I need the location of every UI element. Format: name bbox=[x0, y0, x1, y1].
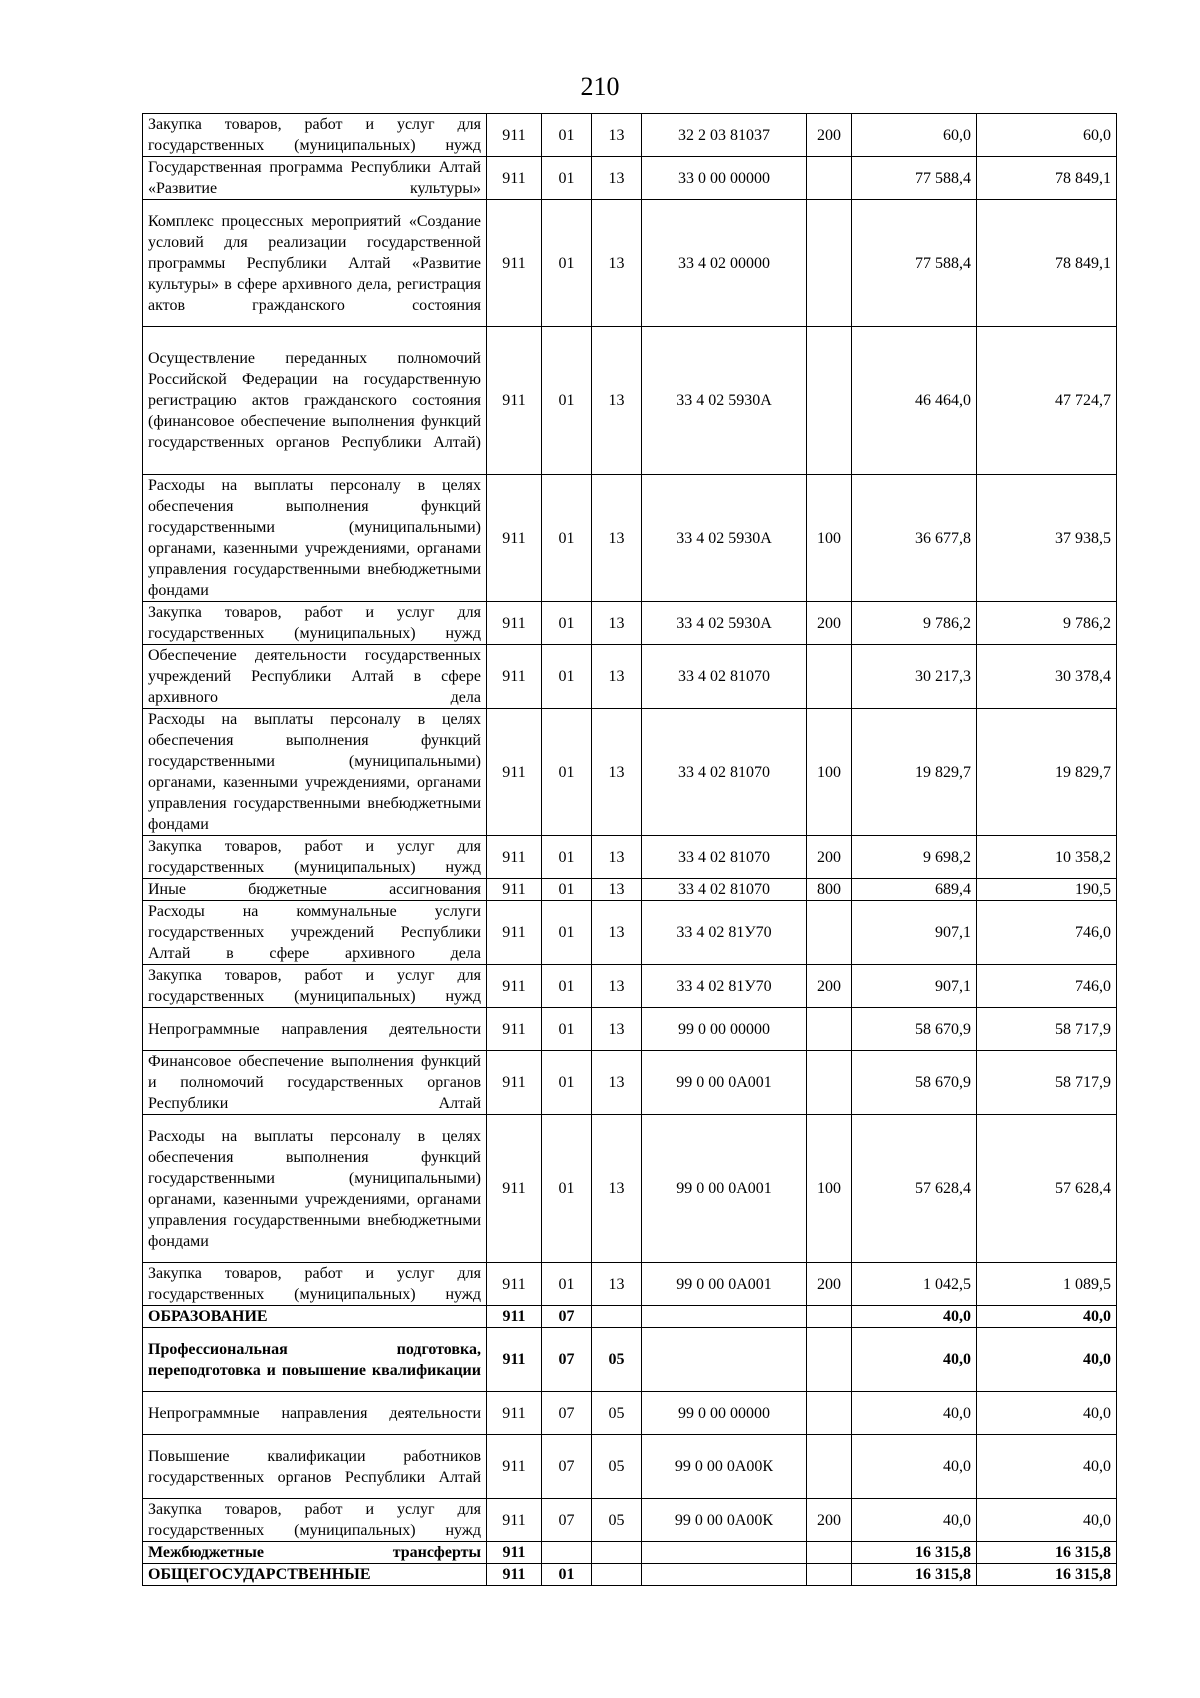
ved-code: 911 bbox=[487, 1263, 542, 1306]
target-article-code: 33 4 02 5930А bbox=[642, 475, 807, 602]
ved-code: 911 bbox=[487, 1306, 542, 1328]
row-name: Непрограммные направления деятельности bbox=[143, 1392, 487, 1435]
amount-year2: 1 089,5 bbox=[977, 1263, 1117, 1306]
subsection-code: 05 bbox=[592, 1435, 642, 1499]
target-article-code: 33 4 02 5930А bbox=[642, 327, 807, 475]
section-code: 01 bbox=[542, 327, 592, 475]
table-row bbox=[143, 709, 1117, 836]
amount-year1: 16 315,8 bbox=[852, 1564, 977, 1586]
amount-year2: 9 786,2 bbox=[977, 602, 1117, 645]
section-code: 01 bbox=[542, 157, 592, 200]
row-name: Непрограммные направления деятельности bbox=[143, 1008, 487, 1051]
expense-type-code bbox=[807, 327, 852, 475]
expense-type-code bbox=[807, 645, 852, 709]
amount-year2: 40,0 bbox=[977, 1306, 1117, 1328]
section-code: 01 bbox=[542, 1051, 592, 1115]
target-article-code: 33 4 02 81У70 bbox=[642, 965, 807, 1008]
table-row bbox=[143, 1392, 1117, 1435]
page-number: 210 bbox=[580, 72, 620, 101]
ved-code: 911 bbox=[487, 1564, 542, 1586]
expense-type-code bbox=[807, 1542, 852, 1564]
section-code: 07 bbox=[542, 1435, 592, 1499]
section-code: 01 bbox=[542, 709, 592, 836]
subsection-code: 13 bbox=[592, 114, 642, 157]
amount-year1: 689,4 bbox=[852, 879, 977, 901]
section-code bbox=[542, 1542, 592, 1564]
expense-type-code bbox=[807, 200, 852, 327]
subsection-code bbox=[592, 1306, 642, 1328]
table-row bbox=[143, 200, 1117, 327]
subsection-code bbox=[592, 1542, 642, 1564]
table-row bbox=[143, 327, 1117, 475]
subsection-code: 13 bbox=[592, 475, 642, 602]
ved-code: 911 bbox=[487, 1008, 542, 1051]
target-article-code: 99 0 00 0А00К bbox=[642, 1499, 807, 1542]
table-row bbox=[143, 114, 1117, 157]
expense-type-code bbox=[807, 1008, 852, 1051]
table-row bbox=[143, 836, 1117, 879]
amount-year2: 40,0 bbox=[977, 1499, 1117, 1542]
ved-code: 911 bbox=[487, 114, 542, 157]
expense-type-code bbox=[807, 1435, 852, 1499]
subsection-code: 13 bbox=[592, 602, 642, 645]
amount-year2: 40,0 bbox=[977, 1435, 1117, 1499]
row-name: Закупка товаров, работ и услуг для государственных (муниципальных) нужд bbox=[143, 602, 487, 645]
amount-year1: 907,1 bbox=[852, 901, 977, 965]
budget-table-body bbox=[143, 114, 1117, 1586]
amount-year1: 19 829,7 bbox=[852, 709, 977, 836]
amount-year2: 19 829,7 bbox=[977, 709, 1117, 836]
expense-type-code bbox=[807, 1306, 852, 1328]
amount-year2: 47 724,7 bbox=[977, 327, 1117, 475]
row-name: Закупка товаров, работ и услуг для государственных (муниципальных) нужд bbox=[143, 1499, 487, 1542]
amount-year1: 907,1 bbox=[852, 965, 977, 1008]
amount-year1: 77 588,4 bbox=[852, 157, 977, 200]
subsection-code: 13 bbox=[592, 965, 642, 1008]
subsection-code: 13 bbox=[592, 836, 642, 879]
amount-year1: 60,0 bbox=[852, 114, 977, 157]
amount-year2: 78 849,1 bbox=[977, 200, 1117, 327]
expense-type-code: 100 bbox=[807, 475, 852, 602]
row-name: Расходы на выплаты персоналу в целях обеспечения выполнения функций государственными (муниципальными) органами, казенными учреждениями, органами управления государственными внебюджетными фондами bbox=[143, 475, 487, 602]
amount-year2: 746,0 bbox=[977, 965, 1117, 1008]
row-name: Комплекс процессных мероприятий «Создание условий для реализации государственной программы Республики Алтай «Развитие культуры» в сфере архивного дела, регистрация актов гражданского состояния bbox=[143, 200, 487, 327]
ved-code: 911 bbox=[487, 1392, 542, 1435]
target-article-code: 99 0 00 00000 bbox=[642, 1008, 807, 1051]
section-code: 07 bbox=[542, 1306, 592, 1328]
section-code: 01 bbox=[542, 879, 592, 901]
row-name: Расходы на коммунальные услуги государственных учреждений Республики Алтай в сфере архивного дела bbox=[143, 901, 487, 965]
section-code: 01 bbox=[542, 836, 592, 879]
target-article-code: 99 0 00 0А001 bbox=[642, 1263, 807, 1306]
subsection-code: 13 bbox=[592, 1051, 642, 1115]
subsection-code: 13 bbox=[592, 901, 642, 965]
section-code: 01 bbox=[542, 475, 592, 602]
section-code: 01 bbox=[542, 965, 592, 1008]
amount-year2: 37 938,5 bbox=[977, 475, 1117, 602]
amount-year1: 77 588,4 bbox=[852, 200, 977, 327]
target-article-code: 33 0 00 00000 bbox=[642, 157, 807, 200]
section-code: 01 bbox=[542, 200, 592, 327]
ved-code: 911 bbox=[487, 965, 542, 1008]
amount-year1: 40,0 bbox=[852, 1328, 977, 1392]
amount-year1: 1 042,5 bbox=[852, 1263, 977, 1306]
section-code: 01 bbox=[542, 1263, 592, 1306]
amount-year2: 190,5 bbox=[977, 879, 1117, 901]
target-article-code: 99 0 00 0А001 bbox=[642, 1051, 807, 1115]
target-article-code: 33 4 02 81070 bbox=[642, 836, 807, 879]
subsection-code: 13 bbox=[592, 327, 642, 475]
target-article-code: 33 4 02 81070 bbox=[642, 645, 807, 709]
row-name: Расходы на выплаты персоналу в целях обеспечения выполнения функций государственными (муниципальными) органами, казенными учреждениями, органами управления государственными внебюджетными фондами bbox=[143, 709, 487, 836]
target-article-code: 99 0 00 0А00К bbox=[642, 1435, 807, 1499]
ved-code: 911 bbox=[487, 901, 542, 965]
row-name: Закупка товаров, работ и услуг для государственных (муниципальных) нужд bbox=[143, 836, 487, 879]
table-row bbox=[143, 1115, 1117, 1263]
amount-year2: 78 849,1 bbox=[977, 157, 1117, 200]
amount-year2: 30 378,4 bbox=[977, 645, 1117, 709]
expense-type-code bbox=[807, 1051, 852, 1115]
target-article-code bbox=[642, 1542, 807, 1564]
subsection-code: 13 bbox=[592, 645, 642, 709]
expense-type-code: 800 bbox=[807, 879, 852, 901]
ved-code: 911 bbox=[487, 836, 542, 879]
amount-year2: 58 717,9 bbox=[977, 1008, 1117, 1051]
table-row bbox=[143, 1499, 1117, 1542]
table-row bbox=[143, 1306, 1117, 1328]
expense-type-code bbox=[807, 157, 852, 200]
row-name: Повышение квалификации работников государственных органов Республики Алтай bbox=[143, 1435, 487, 1499]
row-name: Государственная программа Республики Алтай «Развитие культуры» bbox=[143, 157, 487, 200]
ved-code: 911 bbox=[487, 475, 542, 602]
row-name: Закупка товаров, работ и услуг для государственных (муниципальных) нужд bbox=[143, 965, 487, 1008]
ved-code: 911 bbox=[487, 709, 542, 836]
amount-year2: 40,0 bbox=[977, 1392, 1117, 1435]
amount-year2: 10 358,2 bbox=[977, 836, 1117, 879]
amount-year2: 16 315,8 bbox=[977, 1564, 1117, 1586]
subsection-code: 13 bbox=[592, 1263, 642, 1306]
expense-type-code bbox=[807, 1328, 852, 1392]
subsection-code: 05 bbox=[592, 1392, 642, 1435]
row-name: Расходы на выплаты персоналу в целях обеспечения выполнения функций государственными (муниципальными) органами, казенными учреждениями, органами управления государственными внебюджетными фондами bbox=[143, 1115, 487, 1263]
row-name: Межбюджетные трансферты bbox=[143, 1542, 487, 1564]
amount-year1: 46 464,0 bbox=[852, 327, 977, 475]
ved-code: 911 bbox=[487, 1115, 542, 1263]
section-code: 01 bbox=[542, 1564, 592, 1586]
row-name: ОБЩЕГОСУДАРСТВЕННЫЕ bbox=[143, 1564, 487, 1586]
section-code: 07 bbox=[542, 1392, 592, 1435]
table-row bbox=[143, 879, 1117, 901]
ved-code: 911 bbox=[487, 645, 542, 709]
amount-year1: 57 628,4 bbox=[852, 1115, 977, 1263]
target-article-code: 33 4 02 81070 bbox=[642, 879, 807, 901]
section-code: 01 bbox=[542, 645, 592, 709]
expense-type-code: 200 bbox=[807, 1499, 852, 1542]
table-row bbox=[143, 1008, 1117, 1051]
expense-type-code: 200 bbox=[807, 836, 852, 879]
table-row bbox=[143, 1263, 1117, 1306]
ved-code: 911 bbox=[487, 1051, 542, 1115]
table-row bbox=[143, 645, 1117, 709]
ved-code: 911 bbox=[487, 1435, 542, 1499]
ved-code: 911 bbox=[487, 1542, 542, 1564]
row-name: ОБРАЗОВАНИЕ bbox=[143, 1306, 487, 1328]
table-row bbox=[143, 475, 1117, 602]
subsection-code: 13 bbox=[592, 879, 642, 901]
target-article-code: 33 4 02 81У70 bbox=[642, 901, 807, 965]
target-article-code bbox=[642, 1306, 807, 1328]
row-name: Иные бюджетные ассигнования bbox=[143, 879, 487, 901]
amount-year1: 58 670,9 bbox=[852, 1051, 977, 1115]
row-name: Осуществление переданных полномочий Российской Федерации на государственную регистрацию актов гражданского состояния (финансовое обеспечение выполнения функций государственных органов Республики Алтай) bbox=[143, 327, 487, 475]
ved-code: 911 bbox=[487, 200, 542, 327]
expense-type-code: 100 bbox=[807, 709, 852, 836]
target-article-code bbox=[642, 1564, 807, 1586]
ved-code: 911 bbox=[487, 157, 542, 200]
subsection-code bbox=[592, 1564, 642, 1586]
target-article-code: 33 4 02 00000 bbox=[642, 200, 807, 327]
expense-type-code bbox=[807, 901, 852, 965]
expense-type-code: 200 bbox=[807, 965, 852, 1008]
expense-type-code bbox=[807, 1564, 852, 1586]
section-code: 01 bbox=[542, 1008, 592, 1051]
row-name: Обеспечение деятельности государственных учреждений Республики Алтай в сфере архивного дела bbox=[143, 645, 487, 709]
amount-year2: 40,0 bbox=[977, 1328, 1117, 1392]
amount-year1: 9 698,2 bbox=[852, 836, 977, 879]
row-name: Закупка товаров, работ и услуг для государственных (муниципальных) нужд bbox=[143, 1263, 487, 1306]
amount-year1: 9 786,2 bbox=[852, 602, 977, 645]
budget-table bbox=[142, 113, 1117, 1586]
expense-type-code: 200 bbox=[807, 1263, 852, 1306]
section-code: 01 bbox=[542, 901, 592, 965]
table-row bbox=[143, 1328, 1117, 1392]
amount-year1: 40,0 bbox=[852, 1392, 977, 1435]
table-row bbox=[143, 1542, 1117, 1564]
subsection-code: 05 bbox=[592, 1328, 642, 1392]
section-code: 01 bbox=[542, 114, 592, 157]
table-row bbox=[143, 965, 1117, 1008]
table-row bbox=[143, 1564, 1117, 1586]
amount-year1: 58 670,9 bbox=[852, 1008, 977, 1051]
target-article-code: 99 0 00 00000 bbox=[642, 1392, 807, 1435]
amount-year1: 36 677,8 bbox=[852, 475, 977, 602]
target-article-code: 33 4 02 81070 bbox=[642, 709, 807, 836]
row-name: Финансовое обеспечение выполнения функций и полномочий государственных органов Республики Алтай bbox=[143, 1051, 487, 1115]
amount-year1: 40,0 bbox=[852, 1306, 977, 1328]
expense-type-code: 200 bbox=[807, 114, 852, 157]
amount-year1: 16 315,8 bbox=[852, 1542, 977, 1564]
amount-year2: 57 628,4 bbox=[977, 1115, 1117, 1263]
table-row bbox=[143, 157, 1117, 200]
subsection-code: 05 bbox=[592, 1499, 642, 1542]
target-article-code: 99 0 00 0А001 bbox=[642, 1115, 807, 1263]
amount-year2: 58 717,9 bbox=[977, 1051, 1117, 1115]
table-row bbox=[143, 1051, 1117, 1115]
expense-type-code: 100 bbox=[807, 1115, 852, 1263]
subsection-code: 13 bbox=[592, 1115, 642, 1263]
ved-code: 911 bbox=[487, 1499, 542, 1542]
subsection-code: 13 bbox=[592, 200, 642, 327]
target-article-code: 32 2 03 81037 bbox=[642, 114, 807, 157]
row-name: Закупка товаров, работ и услуг для государственных (муниципальных) нужд bbox=[143, 114, 487, 157]
amount-year2: 16 315,8 bbox=[977, 1542, 1117, 1564]
table-row bbox=[143, 602, 1117, 645]
table-row bbox=[143, 901, 1117, 965]
section-code: 07 bbox=[542, 1499, 592, 1542]
amount-year2: 746,0 bbox=[977, 901, 1117, 965]
subsection-code: 13 bbox=[592, 157, 642, 200]
section-code: 07 bbox=[542, 1328, 592, 1392]
row-name: Профессиональная подготовка, переподготовка и повышение квалификации bbox=[143, 1328, 487, 1392]
amount-year1: 30 217,3 bbox=[852, 645, 977, 709]
ved-code: 911 bbox=[487, 1328, 542, 1392]
section-code: 01 bbox=[542, 1115, 592, 1263]
table-row bbox=[143, 1435, 1117, 1499]
target-article-code bbox=[642, 1328, 807, 1392]
expense-type-code bbox=[807, 1392, 852, 1435]
subsection-code: 13 bbox=[592, 709, 642, 836]
expense-type-code: 200 bbox=[807, 602, 852, 645]
section-code: 01 bbox=[542, 602, 592, 645]
amount-year1: 40,0 bbox=[852, 1435, 977, 1499]
ved-code: 911 bbox=[487, 879, 542, 901]
ved-code: 911 bbox=[487, 602, 542, 645]
amount-year2: 60,0 bbox=[977, 114, 1117, 157]
target-article-code: 33 4 02 5930А bbox=[642, 602, 807, 645]
subsection-code: 13 bbox=[592, 1008, 642, 1051]
ved-code: 911 bbox=[487, 327, 542, 475]
amount-year1: 40,0 bbox=[852, 1499, 977, 1542]
